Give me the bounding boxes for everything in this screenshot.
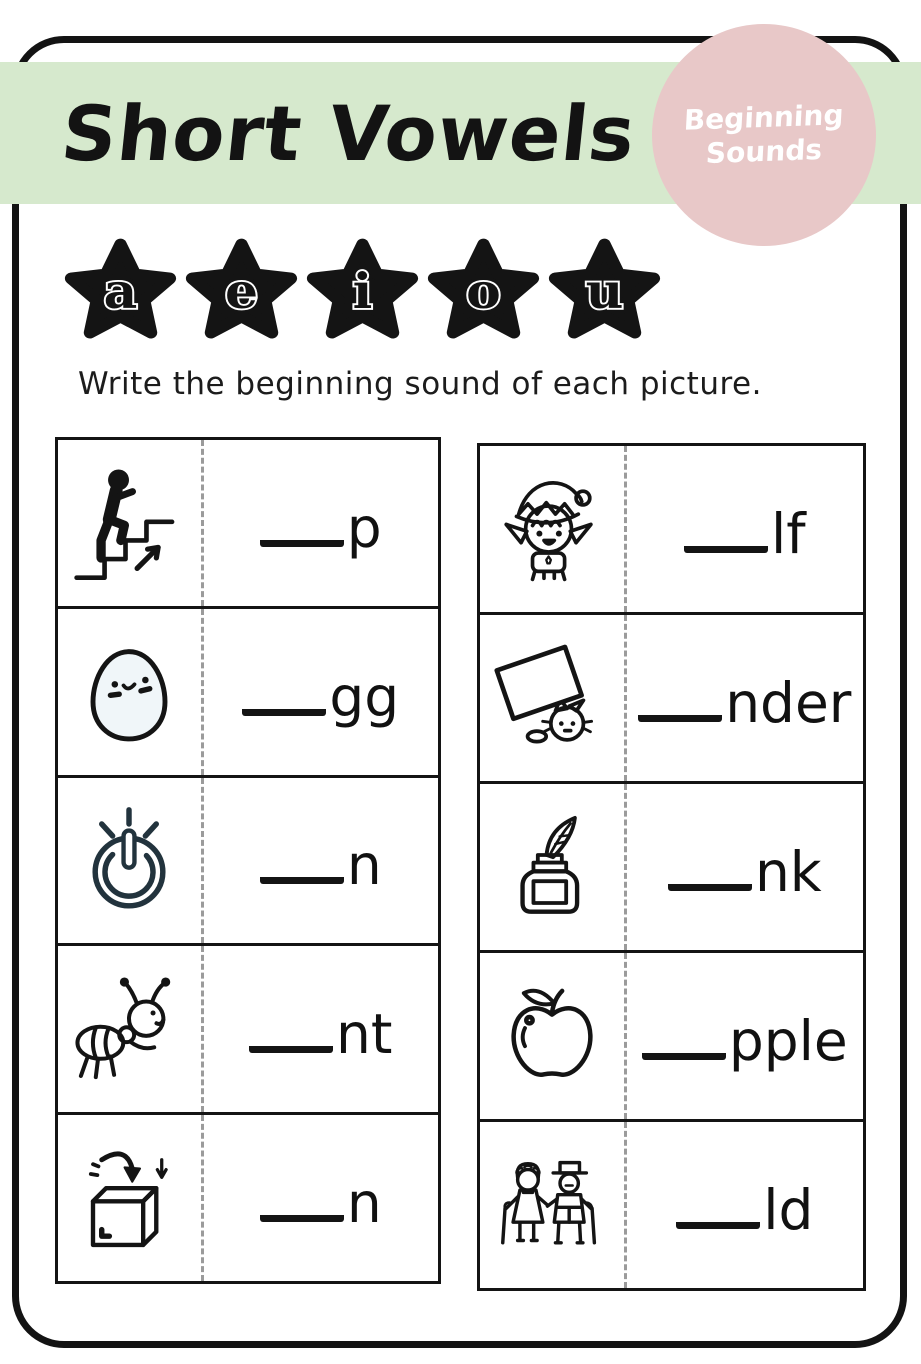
- answer-blank: [638, 711, 722, 722]
- answer: [204, 609, 439, 775]
- answer: [627, 446, 863, 612]
- answer-suffix: n: [346, 833, 382, 898]
- worksheet-cell-apple: [480, 953, 863, 1122]
- power-on-icon: [69, 800, 189, 920]
- answer: [627, 784, 863, 950]
- ink-bottle-icon: [492, 807, 612, 927]
- cat-under-paper-icon: [488, 634, 616, 762]
- answer-suffix: gg: [329, 664, 400, 729]
- answer-blank: [684, 542, 768, 553]
- answer: [627, 615, 863, 781]
- answer-suffix: p: [346, 495, 382, 560]
- answer-blank: [260, 873, 344, 884]
- worksheet-cell-up: [58, 440, 438, 609]
- star-icon: [64, 236, 177, 342]
- worksheet-cell-on: [58, 778, 438, 947]
- answer-suffix: lf: [770, 502, 806, 566]
- into-box-icon: [69, 1138, 189, 1258]
- instruction-text: Write the beginning sound of each picture.: [78, 366, 762, 402]
- badge-line1: Beginning: [683, 98, 845, 138]
- worksheet-cell-old: [480, 1122, 863, 1288]
- answer: [204, 440, 439, 606]
- vowel-letter: e: [224, 262, 259, 320]
- answer: [204, 946, 439, 1112]
- star-icon: [548, 236, 661, 342]
- worksheet-cell-elf: [480, 446, 863, 615]
- answer: [627, 1122, 863, 1288]
- star-icon: [185, 236, 298, 342]
- worksheet-cell-in: [58, 1115, 438, 1281]
- page-title: Short Vowels: [57, 88, 640, 178]
- vowel-letter: u: [585, 262, 624, 320]
- elf-icon: [489, 466, 615, 592]
- worksheet-cell-ink: [480, 784, 863, 953]
- apple-icon: [490, 974, 614, 1098]
- answer-suffix: n: [346, 1171, 382, 1236]
- beginning-sounds-badge: [652, 24, 876, 246]
- answer-suffix: nder: [725, 671, 852, 735]
- answer-blank: [242, 705, 326, 716]
- star-icon: [306, 236, 419, 342]
- badge-line2: Sounds: [705, 132, 824, 171]
- answer-blank: [676, 1218, 760, 1229]
- answer-blank: [260, 536, 344, 547]
- vowel-letter: o: [466, 262, 501, 320]
- worksheet-cell-under: [480, 615, 863, 784]
- answer-blank: [642, 1049, 726, 1060]
- worksheet-column-left: [55, 437, 441, 1284]
- star-icon: [427, 236, 540, 342]
- vowel-stars-row: [64, 236, 661, 342]
- ant-icon: [66, 966, 192, 1092]
- up-stairs-icon: [65, 459, 193, 587]
- worksheet-cell-egg: [58, 609, 438, 778]
- worksheet-cell-ant: [58, 946, 438, 1115]
- answer-suffix: nk: [754, 840, 822, 904]
- answer-suffix: ld: [763, 1178, 814, 1242]
- vowel-letter: a: [103, 262, 138, 320]
- worksheet-column-right: [477, 443, 866, 1291]
- answer-blank: [668, 880, 752, 891]
- answer-suffix: pple: [728, 1009, 848, 1073]
- answer: [627, 953, 863, 1119]
- answer-blank: [260, 1211, 344, 1222]
- answer: [204, 1115, 439, 1281]
- egg-icon: [69, 632, 189, 752]
- answer-blank: [249, 1042, 333, 1053]
- vowel-letter: i: [352, 262, 373, 320]
- elderly-couple-icon: [489, 1142, 615, 1268]
- answer: [204, 778, 439, 944]
- answer-suffix: nt: [336, 1002, 393, 1067]
